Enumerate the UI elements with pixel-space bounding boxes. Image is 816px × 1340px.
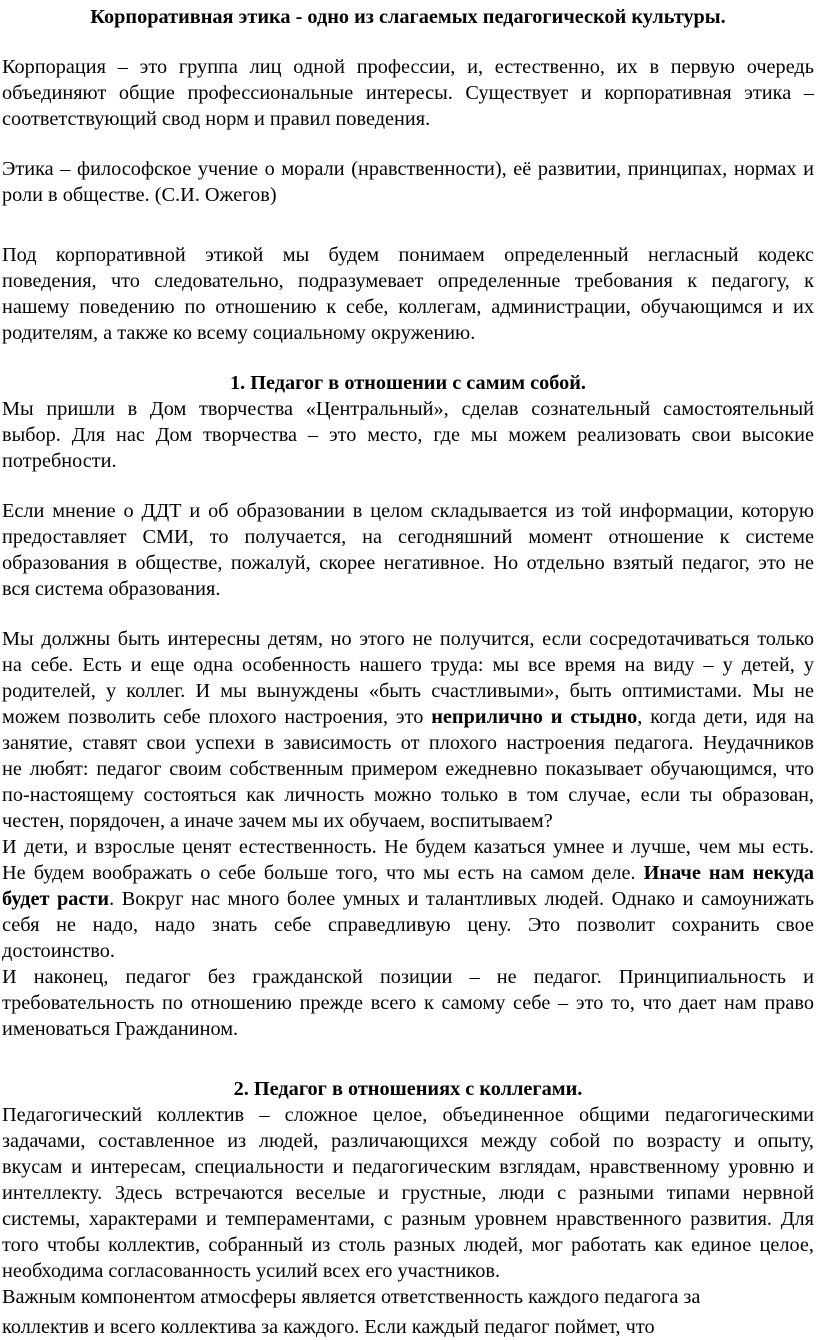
text-line: И дети, и взрослые ценят естественность. Не будем казаться умнее и лучше, чем мы есть. [2, 836, 814, 858]
section-1-paragraph-4 [2, 834, 814, 964]
text-line: на себе. Есть и еще одна особенность нашего труда: мы все время на виду – у детей, у [2, 654, 814, 676]
spacer [2, 346, 814, 370]
text-line: требовательность по отношению прежде всего к самому себе – это то, что дает нам право [2, 992, 814, 1014]
section-1-paragraph-2 [2, 498, 814, 602]
document-title: Корпоративная этика - одно из слагаемых педагогической культуры. [90, 6, 726, 28]
section-1-paragraph-5 [2, 964, 814, 1042]
text-line: родителей, у коллег. И мы вынуждены «быть счастливыми», быть оптимистами. Мы не [2, 680, 814, 702]
text-line: объединяют общие профессиональные интересы. Существует и корпоративная этика – [2, 82, 814, 104]
spacer [2, 602, 814, 626]
spacer [2, 30, 814, 54]
section-1-paragraph-3 [2, 626, 814, 834]
text-line: вкусам и интересам, специальности и педагогическим взглядам, нравственному уровню и [2, 1156, 814, 1178]
text-line: Мы пришли в Дом творчества «Центральный», сделав сознательный самостоятельный [2, 398, 814, 420]
text-run: Не будем воображать о себе больше того, что мы есть на самом деле. [2, 862, 644, 884]
text-line [2, 860, 814, 886]
text-line: образования в обществе, пожалуй, скорее негативное. Но отдельно взятый педагог, это не [2, 552, 814, 574]
text-line: необходима согласованность усилий всех его участников. [2, 1260, 501, 1282]
definition-paragraph [2, 156, 814, 208]
section-1-heading: 1. Педагог в отношении с самим собой. [229, 372, 586, 394]
text-line: предоставляет СМИ, то получается, на сегодняшний момент отношение к системе [2, 526, 814, 548]
text-line: задачами, составленное из людей, различающихся между собой по возрасту и опыту, [2, 1130, 814, 1152]
section-2-paragraph-2 [2, 1284, 814, 1340]
text-line: Под корпоративной этикой мы будем понимаем определенный негласный кодекс [2, 244, 814, 266]
text-line: коллектив и всего коллектива за каждого. Если каждый педагог поймет, что [2, 1316, 655, 1338]
text-line: того чтобы коллектив, собранный из столь разных людей, мог работать как единое целое, [2, 1234, 814, 1256]
bold-phrase: неприлично и стыдно [431, 706, 638, 728]
text-line: интеллекту. Здесь встречаются веселые и грустные, люди с разными типами нервной [2, 1182, 814, 1204]
text-line: Педагогический коллектив – сложное целое, объединенное общими педагогическими [2, 1104, 814, 1126]
text-line: не любят: педагог своим собственным примером ежедневно показывает обучающимся, что [2, 758, 814, 780]
text-line: занятие, ставят свои успехи в зависимость от плохого настроения педагога. Неудачников [2, 732, 814, 754]
text-line: роли в обществе. (С.И. Ожегов) [2, 184, 277, 206]
text-run: , когда дети, идя на [637, 706, 814, 728]
section-2-paragraph-1 [2, 1102, 814, 1284]
text-line: Если мнение о ДДТ и об образовании в целом складывается из той информации, которую [2, 500, 814, 522]
intro-paragraph [2, 54, 814, 132]
text-line: нашему поведению по отношению к себе, коллегам, администрации, обучающимся и их [2, 296, 814, 318]
understanding-paragraph [2, 242, 814, 346]
text-line [2, 704, 814, 730]
text-line: выбор. Для нас Дом творчества – это место, где мы можем реализовать свои высокие [2, 424, 814, 446]
text-line: поведения, что следовательно, подразумевает определенные требования к педагогу, к [2, 270, 814, 292]
spacer [2, 474, 814, 498]
text-line: вся система образования. [2, 578, 221, 600]
text-line: системы, характерами и темпераментами, с разным уровнем нравственного развития. Для [2, 1208, 814, 1230]
text-line: честен, порядочен, а иначе зачем мы их обучаем, воспитываем? [2, 810, 553, 832]
text-line: по-настоящему состояться как личность можно только в том случае, если ты образован, [2, 784, 814, 806]
text-run: . Вокруг нас много более умных и талантливых людей. Однако и самоунижать [109, 888, 814, 910]
text-line: себя не надо, надо знать себе справедливую цену. Это позволит сохранить свое [2, 914, 814, 936]
text-run: можем позволить себе плохого настроения, это [2, 706, 432, 728]
text-line: потребности. [2, 450, 117, 472]
section-1-paragraph-1 [2, 396, 814, 474]
text-line: достоинство. [2, 940, 115, 962]
bold-phrase: будет расти [2, 888, 110, 910]
text-line: Мы должны быть интересны детям, но этого не получится, если сосредотачиваться только [2, 628, 814, 650]
text-line: Важным компонентом атмосферы является ответственность каждого педагога за [2, 1286, 701, 1308]
spacer [2, 208, 814, 242]
spacer [2, 1042, 814, 1076]
text-line: родителям, а также ко всему социальному окружению. [2, 322, 476, 344]
text-line: Этика – философское учение о морали (нравственности), её развитии, принципах, нормах и [2, 158, 814, 180]
text-line [2, 886, 814, 912]
spacer [2, 132, 814, 156]
text-line: соответствующий свод норм и правил поведения. [2, 108, 431, 130]
section-2-heading: 2. Педагог в отношениях с коллегами. [233, 1078, 583, 1100]
text-line: И наконец, педагог без гражданской позиции – не педагог. Принципиальность и [2, 966, 814, 988]
bold-phrase: Иначе нам некуда [643, 862, 815, 884]
text-line: Корпорация – это группа лиц одной профессии, и, естественно, их в первую очередь [2, 56, 814, 78]
text-line: именоваться Гражданином. [2, 1018, 239, 1040]
